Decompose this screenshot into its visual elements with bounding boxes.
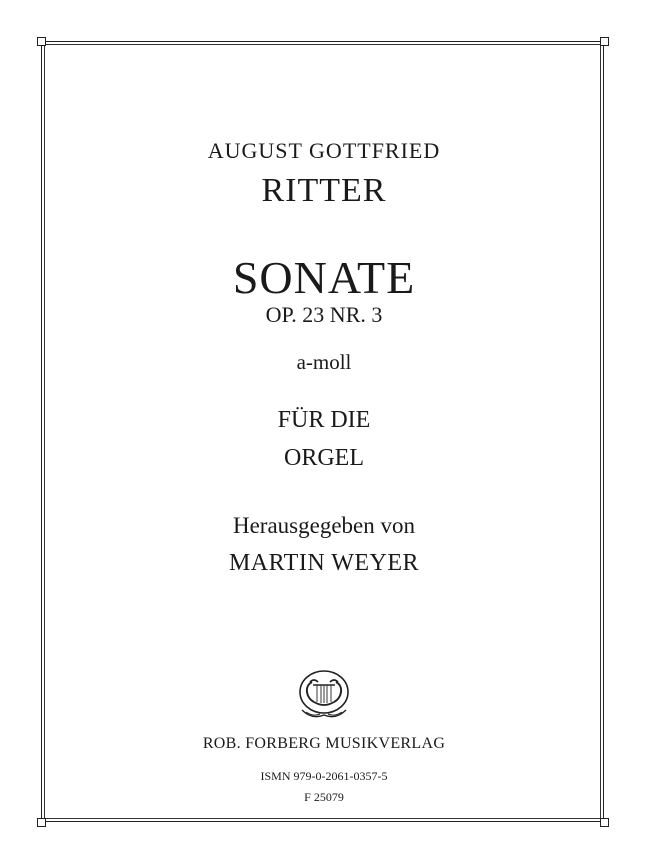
composer-last-name: RITTER — [261, 172, 387, 209]
composer-first-names: AUGUST GOTTFRIED — [207, 138, 441, 163]
instrument-line-2: ORGEL — [284, 445, 364, 471]
lyre-icon — [296, 668, 352, 720]
border-corner-top-left — [37, 37, 46, 46]
instrument-line-1: FÜR DIE — [277, 407, 371, 433]
catalog-number: F 25079 — [304, 790, 344, 804]
publisher-name: ROB. FORBERG MUSIKVERLAG — [202, 735, 446, 752]
border-corner-bottom-left — [37, 818, 46, 827]
opus-number: OP. 23 NR. 3 — [265, 302, 383, 327]
editor-name: MARTIN WEYER — [228, 550, 420, 576]
border-corner-bottom-right — [600, 818, 609, 827]
edited-by-label: Herausgegeben von — [232, 513, 415, 538]
work-title: SONATE — [232, 252, 416, 303]
ismn-number: ISMN 979-0-2061-0357-5 — [260, 769, 388, 783]
musical-key: a-moll — [296, 350, 352, 374]
border-corner-top-right — [600, 37, 609, 46]
